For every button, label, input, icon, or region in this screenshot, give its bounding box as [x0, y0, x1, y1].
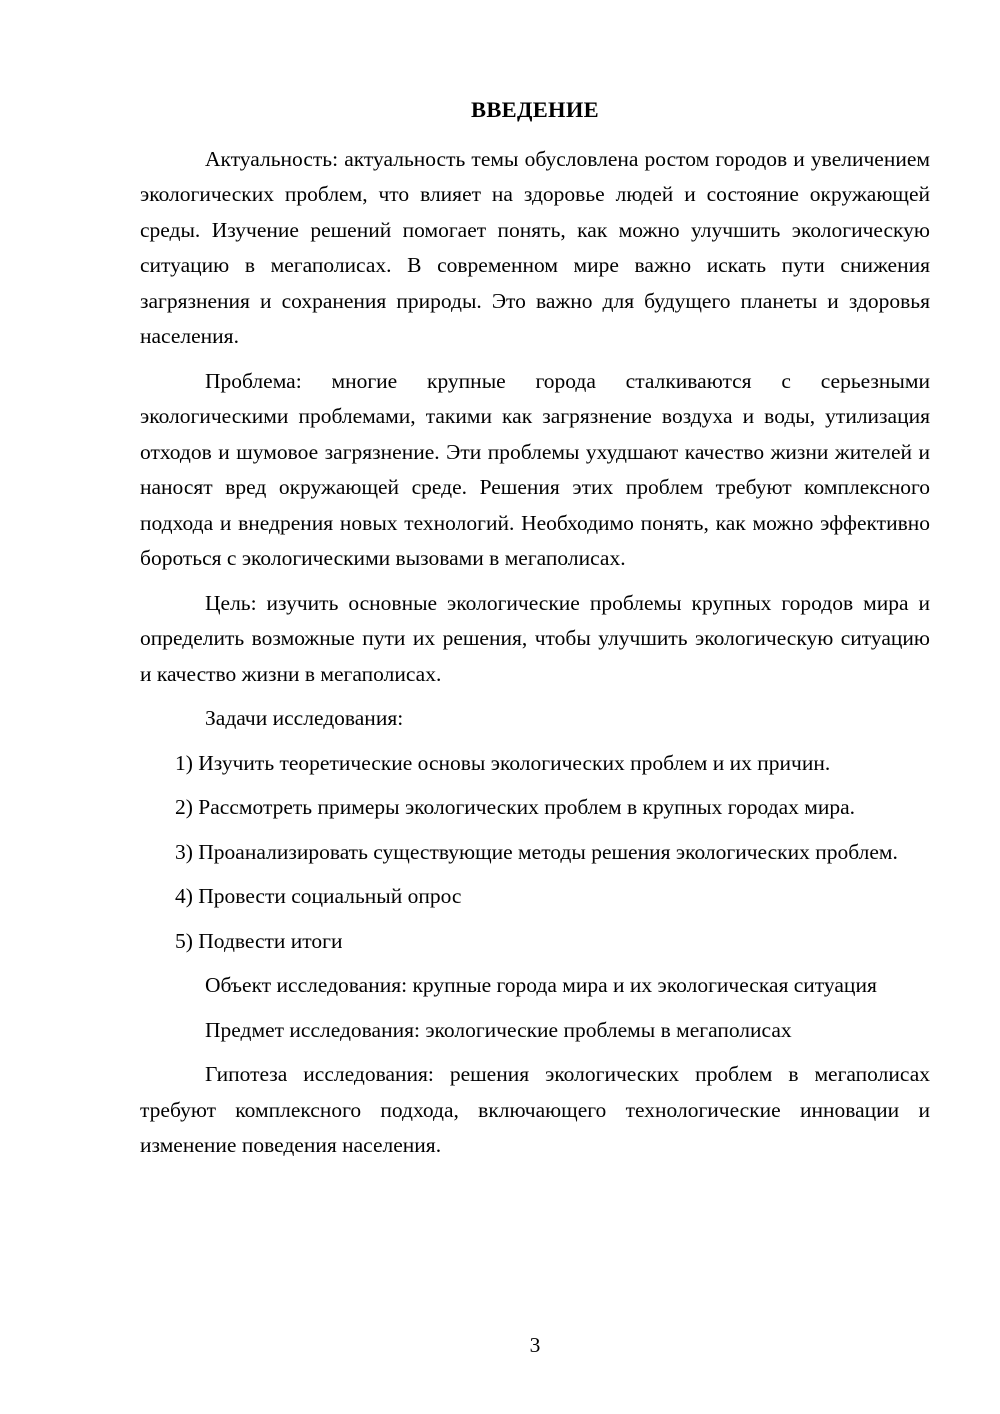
task-item-1: 1) Изучить теоретические основы экологических проблем и их причин. [175, 750, 831, 775]
paragraph-object: Объект исследования: крупные города мира и их экологическая ситуация [205, 973, 877, 997]
task-item-5: 5) Подвести итоги [175, 928, 343, 953]
paragraph-problem: Проблема: многие крупные города сталкиваются с серьезными экологическими проблемами, такими как загрязнение воздуха и воды, утилизация отходов и шумовое загрязнение. Эти проблемы ухудшают качество жизни жителей и наносят вред окружающей среде. Решения этих проблем требуют комплексного подхода и внедрения новых технологий. Необходимо понять, как можно эффективно бороться с экологическими вызовами в мегаполисах. [140, 368, 930, 570]
task-item-2: 2) Рассмотреть примеры экологических проблем в крупных городах мира. [175, 795, 856, 819]
paragraph-goal: Цель: изучить основные экологические проблемы крупных городов мира и определить возможные пути их решения, чтобы улучшить экологическую ситуацию и качество жизни в мегаполисах. [140, 590, 930, 686]
paragraph-relevance: Актуальность: актуальность темы обусловлена ростом городов и увеличением экологических проблем, что влияет на здоровье людей и состояние окружающей среды. Изучение решений помогает понять, как можно улучшить экологическую ситуацию в мегаполисах. В современном мире важно искать пути снижения загрязнения и сохранения природы. Это важно для будущего планеты и здоровья населения. [140, 146, 930, 348]
task-item-3: 3) Проанализировать существующие методы решения экологических проблем. [175, 839, 898, 864]
paragraph-tasks-heading: Задачи исследования: [205, 706, 404, 730]
paragraph-hypothesis: Гипотеза исследования: решения экологических проблем в мегаполисах требуют комплексного подхода, включающего технологические инновации и изменение поведения населения. [140, 1062, 930, 1157]
page-title: ВВЕДЕНИЕ [471, 97, 599, 122]
page-number: 3 [529, 1333, 541, 1357]
task-item-4: 4) Провести социальный опрос [175, 884, 462, 908]
paragraph-subject: Предмет исследования: экологические проблемы в мегаполисах [205, 1017, 792, 1042]
